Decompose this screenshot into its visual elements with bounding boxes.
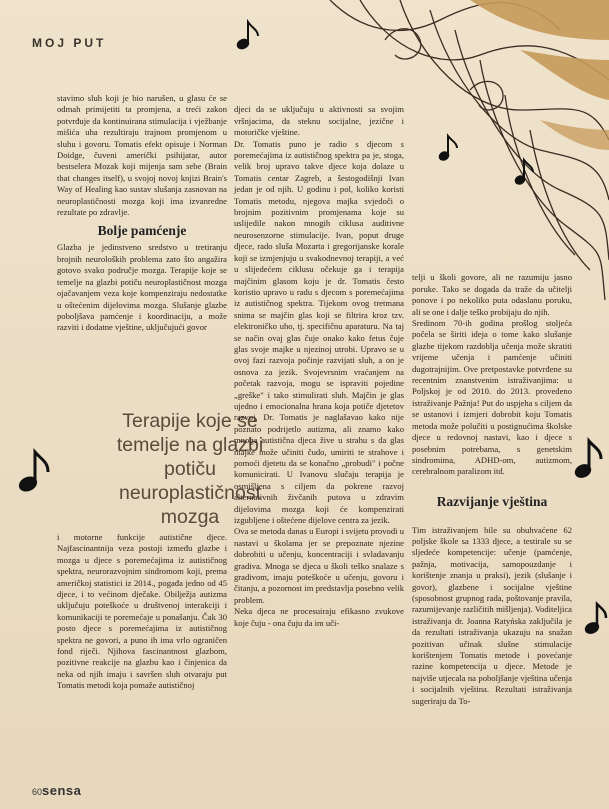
swirl-fill [520,50,609,100]
swirl-fill [470,0,609,40]
body-text: i motorne funkcije autistične djece. Najfascinantnija veza postoji između glazbe i mozga u djece s poremećajima iz autističnog spektra, neurorazvojnim sindromom koji, prema američkoj statistici iz 2014., pogađa jedno od 45 djece, i to većinom dječake. Obilježja autizma uključuju poteškoće u društvenoj interakciji i komunikaciji te poremećaje u ponašanju. Čak 30 posto djece s poremećajima iz autističnog spektra ne govori, a puno ih ima vrlo ograničen fond riječi. Njihova fascinantnost glazbom, pozitivne reakcije na glazbu kao i činjenica da neka od njih imaju i savršen sluh otvaraju put Tomatis metodi koja pomaže autističnoj [57,532,227,691]
column-1-continued [57,532,227,692]
swirl-curl [385,29,421,59]
body-text: telji u školi govore, ali ne razumiju jasno poruke. Tako se dogada da traže da učitelji ponove i po nekoliko puta odaslanu poruku, ali se one i dalje teško probijaju do njih. Sredinom 70-ih godina prošlog stoljeća počela se širiti ideja o tome kako slušanje glazbe tijekom razdoblja učenja može skratiti vrijeme učenja i pamćenje učiniti dugotrajnijim. Ove pretpostavke potvrđene su recentnim znanstvenim istraživanjima: u Poljskoj je od 2010. do 2013. provedeno istraživanje Pažnja! Put do uspjeha s ciljem da se ustanovi i izmjeri dobrobit koju Tomatis metoda može polučiti u postignućima školske djece u redovnoj nastavi, kao i djece s posebnim potrebama, s genetskim sindromima, ADHD-om, autizmom, cerebralnom paralizom itd. [412,272,572,477]
subheading: Bolje pamćenje [97,223,187,239]
body-text: Tim istraživanjem bile su obuhvaćene 62 poljske škole sa 1333 djece, a testirale su se sljedeće kompetencije: učenje (pamćenje, pažnja, motivacija, samopouzdanje i korištenje znanja u praksi), jezik (slušanje i govor), glazbene i socijalne vještine (sposobnost grupnog rada, poštovanje pravila, razumijevanje različitih mišljenja). Voditeljica istraživanja dr. Joanna Ratyńska zaključila je da rezultati istraživanja ukazuju na snažan pozitivan učinak slušne stimulacije korištenjem Tomatis metode i povećanje razine kompetencija u djece. Metode je najviše utjecala na poboljšanje vještina učenja i socijalnih vještina. Rezultati istraživanja sugeriraju da To- [412,524,572,706]
music-note-icon [584,604,606,635]
music-note-icon [573,441,601,480]
column-1 [57,93,227,334]
column-2 [234,93,404,641]
body-text: stavimo sluh koji je bio narušen, u glasu će se odmah primijetiti ta promjena, a treći zakon potvrđuje da kontinuirana stimulacija i vježbanje mišića uha rezultiraju trajnom promjenom u sluhu i govoru. Tomatis efekt opisuje i Norman Doidge, čuveni američki psihijatar, autor bestselera Mozak koji mijenja sam sebe (Brain that changes itself), u svojoj novoj knjizi Brain's Way of Healing kao sustav slušanja zasnovan na neuroplastičnosti mozga koji ima izvanredne rezultate po zdravlje. [57,93,227,218]
body-text: Glazba je jedinstveno sredstvo u tretiranju brojnih neuroloških problema zato što angažira gotovo svako područje mozga. Terapije koje se temelje na glazbi potiču neuroplastičnost mozga ojačavanjem veza koje kompenziraju nedostatke u oštećenim dijelovima mozga. Slušanje glazbe poboljšava pamćenje i koordinaciju, a može razviti i dodatne vještine, uključujući govor [57,242,227,333]
pull-quote: Terapije koje se temelje na glazbi potiču neuroplastičnost mozga [116,410,264,528]
swirl-fill [540,120,609,150]
column-3 [412,261,572,718]
section-title: MOJ PUT [32,36,107,50]
subheading: Razvijanje vještina [436,494,548,510]
page-number: 60 [32,787,43,797]
music-note-icon [17,452,48,494]
magazine-brand: sensa [42,783,82,798]
music-note-icon [236,22,258,51]
page-footer [32,783,81,798]
body-text: djeci da se uključuju u aktivnosti sa svojim vršnjacima, da steknu socijalne, jezične i motoričke vještine. Dr. Tomatis puno je radio s djecom s poremećajima iz autističnog spektra pa je, stoga, velik broj upravo takve djece koja dolaze u Tomatis centar Zagreb, a šestogodišnji Ivan jedan je od njih. U godinu i pol, koliko koristi Tomatis metodu, njegova majka svjedoči o brojnim pozitivnim promjenama koje su uslijedile nakon mnogih ciklusa auditivne neurosenzorne stimulacije. Ivan, poput druge djece, rado sluša Mozarta i gregorijanske korale koji se izmjenjuju u svakodnevnoj terapiji, a već u slijedećem ciklusu očekuje ga i terapija majčinim glasom koju je dr. Tomatis često koristio upravo u radu s djecom s poremećajima iz autističnog spektra. Tijekom ovog tretmana snima se majčin glas koji se filtrira kroz tzv. elektroničko uho, tj. specifičnu aparaturu. Na taj se način ovaj glas čuje onako kako fetus čuje glas svoje majke u njezinoj utrobi. Upravo se u ovoj fazi razvoja počinje razvijati sluh, a on je osnova za jezik. Svojevrsnim vraćanjem na početak razvoja, mogu se ispraviti pojedine „greške" i tako stimulirati sluh. Majčin je glas ujedno i emocionalna hrana koja potiče djetetov razvoj. Dr. Tomatis je naglašavao kako nije poznato podrijetlo autizma, ali znamo kako mnoga autistična djeca žive u strahu s da glas majke može učiniti čudo, umiriti te strahove i pomoći djetetu da se konačno „probudi" i počne komunicirati. U Ivanovu slučaju terapija je osmišljena s ciljem da pokrene razvoj alternativnih živčanih putova u zdravim dijelovima mozga koji će kompenzirati izgubljene i oštećene dijelove centra za jezik. Ova se metoda danas u Europi i svijetu provodi u nastavi u školama jer se prepoznate njezine dobrobiti u učenju, koncentraciji i svladavanju gradiva. Mnoga se djeca u školi teško snalaze s gradivom, imaju poteškoće u učenju, govoru i čitanju, a pozornost im predstavlja posebno velik problem. Neka djeca ne procesuiraju efikasno zvukove koje čuju - ona čuju da im uči- [234,104,404,628]
swirl-curl [470,81,503,110]
music-note-icon [438,136,457,162]
